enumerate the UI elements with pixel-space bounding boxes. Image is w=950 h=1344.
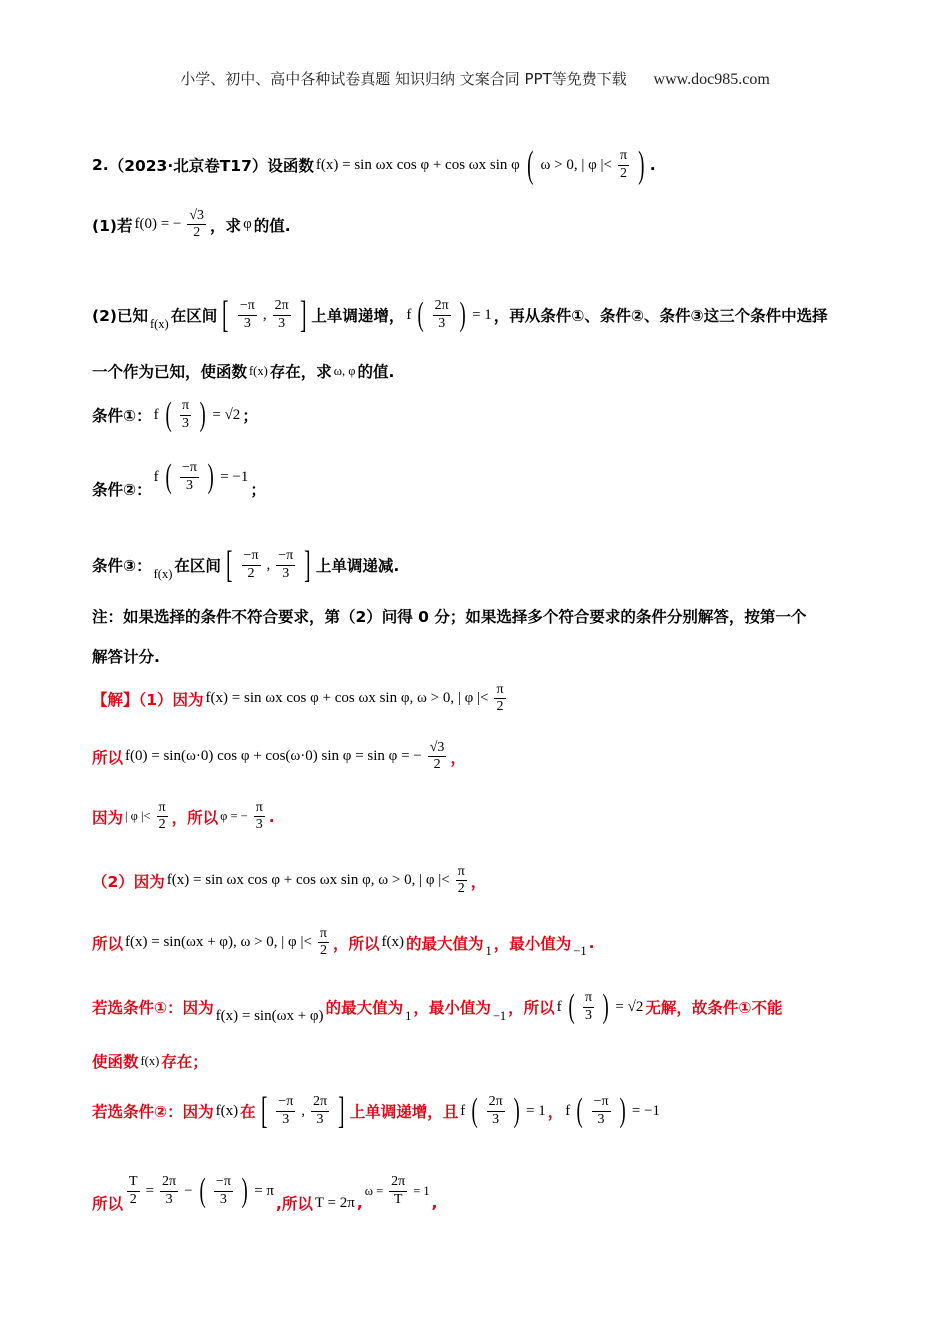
page-header	[0, 68, 950, 89]
problem-number: 2.	[92, 156, 109, 174]
note-line-1: 注：如果选择的条件不符合要求，第（2）问得 0 分；如果选择多个符合要求的条件分别解答，按第一个	[92, 608, 807, 626]
solution-line-8: 若选条件②：因为 f(x) 在 [ $\frac{-\pi}{3}$ , $\frac{2\pi}{3}$ ] 上单调递增，且 f ( $\frac{2\pi}{3}$ ) = 1 ， f ( $\frac{-\pi}{3}$ ) = −1	[92, 1090, 661, 1132]
f0-formula: f(0) = −	[134, 216, 182, 233]
domain-condition: ω > 0, | φ |<	[540, 156, 612, 173]
part-1: (1)若 f(0) = − $\frac{√3}{2}$ ，求 φ 的值.	[92, 208, 291, 241]
solution-line-7: 使函数 f(x) 存在；	[92, 1053, 208, 1071]
problem-intro-text: 设函数	[267, 157, 314, 175]
header-text: 小学、初中、高中各种试卷真题 知识归纳 文案合同 PPT等免费下载	[180, 70, 627, 88]
solution-line-4: （2）因为 f(x) = sin ωx cos φ + cos ωx sin φ, ω > 0, | φ |< $\frac{\pi}{2}$ ，	[92, 864, 487, 897]
solution-line-9: 所以 $\frac{T}{2}$ = $\frac{2\pi}{3}$ − ( $\frac{-\pi}{3}$ ) = π ,所以 T = 2π , ω = $\frac{2\pi}{T}$ = 1 ,	[92, 1172, 438, 1213]
note-line-2: 解答计分.	[92, 648, 160, 666]
solution-line-6: 若选条件①：因为 f(x) = sin(ωx + φ) 的最大值为 1 ，最小值为 −1 ，所以 f ( $\frac{\pi}{3}$ ) = √2 无解，故条件①不能	[92, 988, 783, 1025]
fx-symbol: f(x)	[149, 316, 169, 331]
solution-line-5: 所以 f(x) = sin(ωx + φ), ω > 0, | φ |< $\frac{\pi}{2}$ ，所以 f(x) 的最大值为 1 ，最小值为 −1 .	[92, 926, 595, 959]
frac-2pi-3: $\frac{2\pi}{3}$	[274, 298, 289, 331]
solution-tag: 【解】（1）因为	[92, 690, 204, 709]
frac-sqrt3-over-2: $\frac{√3}{2}$	[189, 208, 205, 241]
phi-symbol: φ	[243, 216, 252, 233]
frac-neg-pi-3: $\frac{-\pi}{3}$	[239, 298, 255, 331]
condition-1: 条件①： f ( $\frac{\pi}{3}$ ) = √2 ；	[92, 396, 258, 433]
problem-intro: 2. （2023·北京卷T17） 设函数 f(x) = sin ωx cos φ + cos ωx sin φ ( ω > 0, | φ |< $\frac{\pi}{2}$ ) .	[92, 144, 656, 186]
part-2-line-2: 一个作为已知，使函数 f(x) 存在，求 ω, φ 的值.	[92, 363, 395, 381]
part1-prefix: (1)若	[92, 216, 133, 235]
omega-phi-symbol: ω, φ	[333, 363, 356, 378]
solution-line-3: 因为 | φ |< $\frac{\pi}{2}$ ，所以 φ = − $\frac{\pi}{3}$ .	[92, 800, 275, 833]
main-function: f(x) = sin ωx cos φ + cos ωx sin φ	[315, 156, 520, 173]
header-url[interactable]: www.doc985.com	[653, 71, 770, 88]
problem-source: （2023·北京卷T17）	[108, 157, 268, 175]
frac-pi-over-2: $\frac{\pi}{2}$	[619, 148, 628, 181]
part-2: (2)已知 f(x) 在区间 [ $\frac{-\pi}{3}$ , $\frac{2\pi}{3}$ ] 上单调递增， f ( $\frac{2\pi}{3}$ ) = 1 ，再从条件①、条件②、条件③这三个条件中选择	[92, 294, 828, 336]
solution-line-1: 【解】（1）因为 f(x) = sin ωx cos φ + cos ωx sin φ, ω > 0, | φ |< $\frac{\pi}{2}$	[92, 682, 504, 715]
condition-2: 条件②： f ( $\frac{-\pi}{3}$ ) = −1 ；	[92, 458, 266, 499]
condition-3: 条件③： f(x) 在区间 [ $\frac{-\pi}{2}$ , $\frac{-\pi}{3}$ ] 上单调递减.	[92, 544, 400, 586]
solution-line-2: 所以 f(0) = sin(ω·0) cos φ + cos(ω·0) sin φ = sin φ = − $\frac{√3}{2}$ ，	[92, 740, 466, 773]
